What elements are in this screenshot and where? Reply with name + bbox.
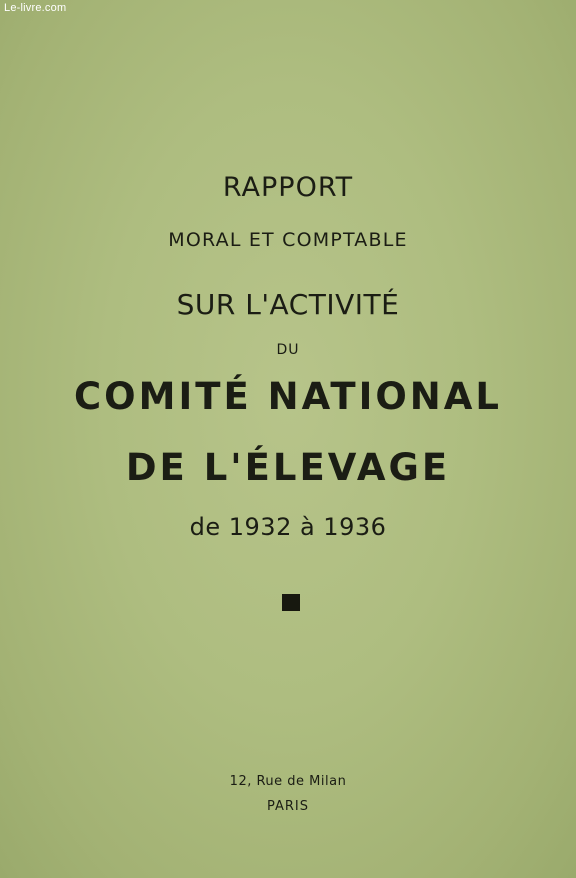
subtitle-activite: SUR L'ACTIVITÉ	[176, 288, 400, 321]
title-elevage: DE L'ÉLEVAGE	[125, 446, 451, 489]
city: PARIS	[266, 799, 310, 814]
subtitle-du: DU	[276, 342, 300, 358]
address: 12, Rue de Milan	[229, 774, 347, 789]
title-rapport: RAPPORT	[222, 172, 354, 203]
title-comite-national: COMITÉ NATIONAL	[74, 375, 502, 418]
watermark: Le-livre.com	[4, 2, 67, 14]
square-ornament-icon	[282, 594, 300, 611]
date-range: de 1932 à 1936	[189, 513, 387, 541]
subtitle-moral-comptable: MORAL ET COMPTABLE	[168, 229, 408, 251]
